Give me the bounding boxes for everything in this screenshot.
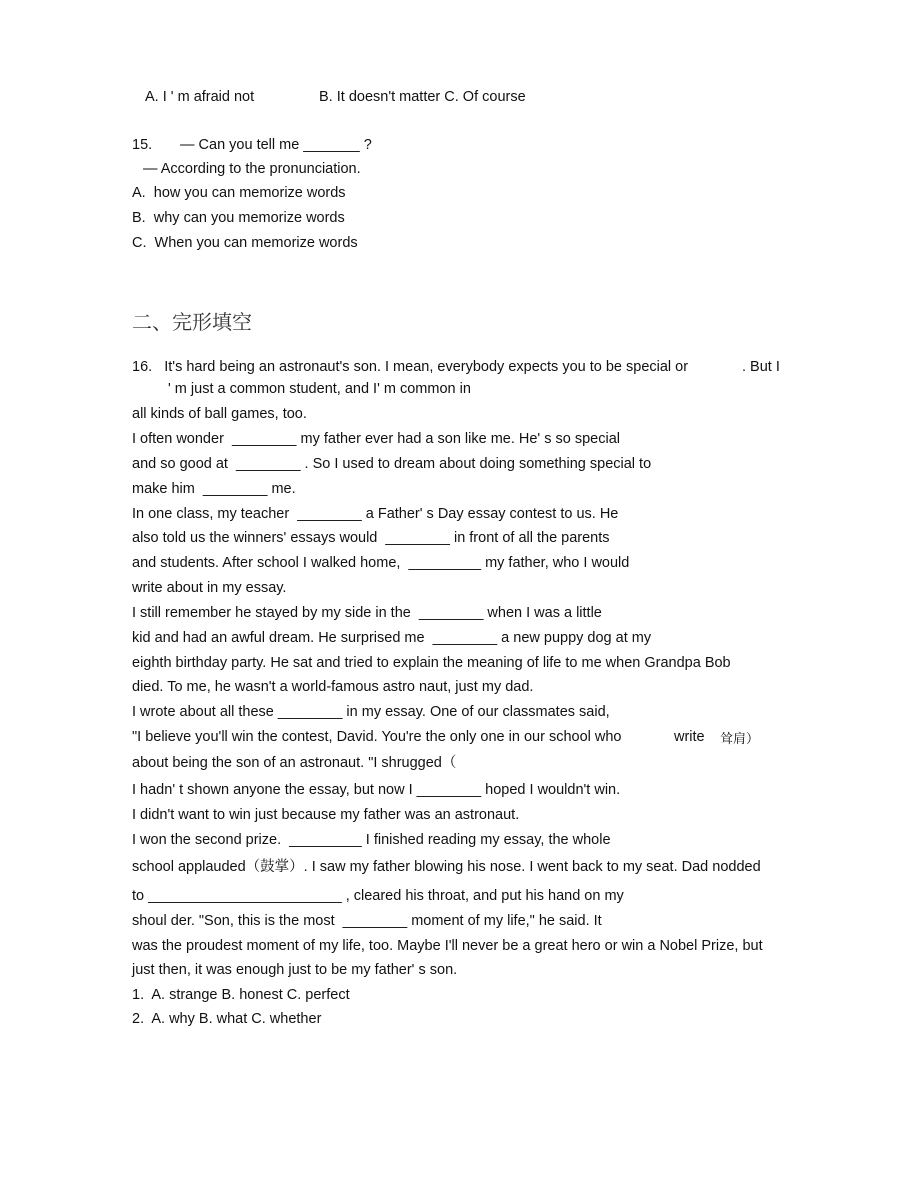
- passage-line: also told us the winners' essays would ________ in front of all the parents: [132, 530, 610, 546]
- passage-line: died. To me, he wasn't a world-famous astro naut, just my dad.: [132, 679, 534, 695]
- q15-option-a: A. how you can memorize words: [132, 185, 346, 201]
- passage-fragment-write: write: [674, 729, 705, 745]
- passage-line: and so good at ________ . So I used to dream about doing something special to: [132, 456, 652, 472]
- passage-line: school applauded（鼓掌）. I saw my father blowing his nose. I went back to my seat. Dad nodded: [132, 859, 761, 875]
- passage-line: I hadn' t shown anyone the essay, but now I ________ hoped I wouldn't win.: [132, 782, 621, 798]
- passage-line: make him ________ me.: [132, 481, 296, 497]
- passage-line: to ________________________ , cleared his throat, and put his hand on my: [132, 888, 624, 904]
- section-heading: 二、完形填空: [132, 310, 252, 334]
- passage-gloss-shrug: 耸肩）: [720, 731, 760, 746]
- answer-option-1: 1. A. strange B. honest C. perfect: [132, 987, 350, 1003]
- passage-line: 16. It's hard being an astronaut's son. I mean, everybody expects you to be special or: [132, 359, 689, 375]
- passage-line: "I believe you'll win the contest, David. You're the only one in our school who: [132, 729, 622, 745]
- passage-line: just then, it was enough just to be my father' s son.: [132, 962, 458, 978]
- passage-line: eighth birthday party. He sat and tried to explain the meaning of life to me when Grandpa Bob: [132, 655, 731, 671]
- passage-line: and students. After school I walked home, _________ my father, who I would: [132, 555, 630, 571]
- passage-line: all kinds of ball games, too.: [132, 406, 307, 422]
- passage-line: kid and had an awful dream. He surprised me ________ a new puppy dog at my: [132, 630, 652, 646]
- passage-line: write about in my essay.: [132, 580, 287, 596]
- passage-line: I didn't want to win just because my father was an astronaut.: [132, 807, 520, 823]
- q15-option-c: C. When you can memorize words: [132, 235, 358, 251]
- q14-option-a: A. I ' m afraid not: [145, 89, 255, 105]
- passage-line: In one class, my teacher ________ a Father' s Day essay contest to us. He: [132, 506, 619, 522]
- passage-line: I still remember he stayed by my side in the ________ when I was a little: [132, 605, 602, 621]
- passage-line: I wrote about all these ________ in my essay. One of our classmates said,: [132, 704, 610, 720]
- q15-option-b: B. why can you memorize words: [132, 210, 345, 226]
- passage-line: I often wonder ________ my father ever had a son like me. He' s so special: [132, 431, 620, 447]
- passage-fragment-but: . But I: [742, 359, 780, 375]
- answer-option-2: 2. A. why B. what C. whether: [132, 1011, 322, 1027]
- q15-answer: — According to the pronunciation.: [143, 161, 361, 177]
- q15-number: 15.: [132, 137, 153, 153]
- passage-line: I won the second prize. _________ I finished reading my essay, the whole: [132, 832, 611, 848]
- q15-question: — Can you tell me _______ ?: [180, 137, 372, 153]
- passage-line: about being the son of an astronaut. "I shrugged（: [132, 755, 457, 771]
- passage-line: was the proudest moment of my life, too. Maybe I'll never be a great hero or win a Nobel Prize, but: [132, 938, 763, 954]
- passage-line: shoul der. "Son, this is the most ________ moment of my life," he said. It: [132, 913, 602, 929]
- q14-option-bc: B. It doesn't matter C. Of course: [319, 89, 526, 105]
- passage-line: ' m just a common student, and I' m common in: [168, 381, 471, 397]
